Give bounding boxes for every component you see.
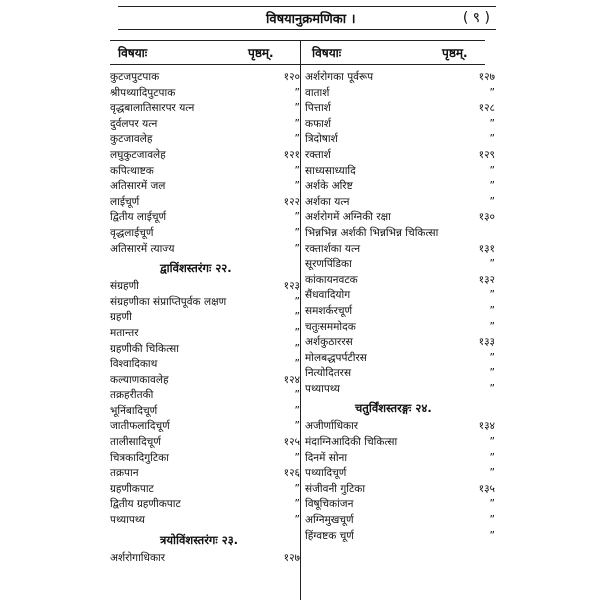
index-entry bbox=[110, 310, 300, 326]
index-entry bbox=[305, 529, 495, 545]
entry-label: भूनिंबादिचूर्ण bbox=[110, 404, 158, 417]
entry-page: १२१ bbox=[283, 148, 300, 161]
entry-label: कुटजपुटपाक bbox=[110, 71, 160, 83]
entry-page: १२३ bbox=[283, 280, 300, 293]
entry-page: ” bbox=[489, 367, 495, 380]
index-entry bbox=[110, 513, 300, 529]
top-rule bbox=[110, 40, 485, 41]
entry-label: लघुकुटजावलेह bbox=[110, 148, 166, 161]
entry-page: ” bbox=[489, 320, 495, 333]
entry-page: १२५ bbox=[283, 436, 300, 449]
entry-label: कफार्श bbox=[305, 117, 332, 130]
entry-label: द्वाविंशस्तरंगः २२. bbox=[160, 261, 232, 276]
entry-label: संजीवनी गुटिका bbox=[305, 482, 366, 495]
entry-label: अग्निमुखचूर्ण bbox=[305, 514, 354, 527]
entry-label: त्रयोविंशस्तरंगः २३. bbox=[160, 532, 239, 547]
index-entry bbox=[305, 257, 495, 273]
index-entry bbox=[305, 164, 495, 180]
entry-page: ” bbox=[489, 467, 495, 480]
entry-page: ” bbox=[294, 180, 300, 193]
entry-label: भिन्नभिन्न अर्शकी भिन्नभिन्न चिकित्सा bbox=[305, 226, 439, 239]
entry-page: १२७ bbox=[283, 551, 300, 564]
entry-label: चतुर्विंशस्तरङ्गः २४. bbox=[355, 401, 432, 416]
entry-label: रक्तार्शका यत्न bbox=[305, 242, 361, 255]
entry-page: ” bbox=[294, 451, 300, 464]
entry-page: १३३ bbox=[478, 336, 495, 349]
entry-label: वृद्धबालातिसारपर यत्न bbox=[110, 102, 195, 115]
entry-page: ” bbox=[294, 404, 300, 417]
index-entry bbox=[305, 497, 495, 513]
entry-label: पथ्यापथ्य bbox=[305, 382, 340, 395]
index-entry bbox=[305, 195, 495, 211]
index-entry bbox=[305, 351, 495, 367]
entry-label: अर्शरोगाधिकार bbox=[110, 551, 166, 564]
entry-page: ” bbox=[294, 389, 300, 402]
entry-label: अर्शकुठाररस bbox=[305, 336, 353, 349]
index-entry bbox=[305, 419, 495, 435]
entry-page: १२० bbox=[283, 71, 300, 83]
entry-page: ” bbox=[294, 295, 300, 308]
index-entry bbox=[110, 482, 300, 498]
index-entry bbox=[305, 288, 495, 304]
entry-label: विषूचिकांजन bbox=[305, 498, 354, 511]
index-entry bbox=[305, 466, 495, 482]
index-entry bbox=[110, 179, 300, 195]
entry-page: ” bbox=[489, 180, 495, 193]
index-entry bbox=[110, 242, 300, 258]
index-entry bbox=[110, 466, 300, 482]
entry-page: ” bbox=[489, 117, 495, 130]
entry-page: ” bbox=[294, 117, 300, 130]
entry-label: द्वितीय लाईचूर्ण bbox=[110, 211, 167, 224]
entry-label: पित्तार्श bbox=[305, 102, 331, 115]
entry-label: संग्रहणी bbox=[110, 280, 139, 293]
left-page-header: पृष्ठम्. bbox=[248, 46, 274, 60]
entry-page: १२७ bbox=[478, 71, 495, 83]
entry-label: लाईचूर्ण bbox=[110, 195, 140, 208]
entry-label: नित्योदितरस bbox=[305, 367, 352, 380]
entry-label: संग्रहणीका संप्राप्तिपूर्वक लक्षण bbox=[110, 295, 227, 308]
page-header bbox=[118, 6, 496, 30]
index-entry bbox=[305, 366, 495, 382]
entry-label: विश्वादिकाथ bbox=[110, 358, 158, 371]
index-entry bbox=[110, 295, 300, 311]
entry-page: १२८ bbox=[478, 102, 495, 115]
entry-page: ” bbox=[294, 342, 300, 355]
index-entry bbox=[305, 435, 495, 451]
column-divider bbox=[300, 40, 301, 600]
entry-label: अतिसारमें त्याज्य bbox=[110, 242, 175, 255]
entry-label: पथ्यापथ्य bbox=[110, 514, 145, 527]
index-entry bbox=[305, 382, 495, 398]
index-entry bbox=[110, 419, 300, 435]
index-entry bbox=[110, 342, 300, 358]
entry-label: त्रिदोषार्श bbox=[305, 133, 338, 146]
section-heading bbox=[305, 397, 495, 419]
entry-page: ” bbox=[294, 86, 300, 99]
entry-page: १२६ bbox=[283, 467, 300, 480]
entry-label: अतिसारमें जल bbox=[110, 180, 166, 193]
index-entry bbox=[110, 132, 300, 148]
entry-page: ” bbox=[489, 304, 495, 317]
entry-label: सैंधवादियोग bbox=[305, 289, 351, 302]
entry-label: सूरणपिंडिका bbox=[305, 258, 352, 271]
entry-page: १२४ bbox=[283, 373, 300, 386]
index-entry bbox=[110, 70, 300, 86]
entry-page: ” bbox=[294, 226, 300, 239]
index-entry bbox=[110, 164, 300, 180]
entry-page: ” bbox=[294, 326, 300, 339]
index-entry bbox=[110, 357, 300, 373]
entry-page: ” bbox=[489, 133, 495, 146]
entry-page: ” bbox=[294, 211, 300, 224]
entry-label: ग्रहणी bbox=[110, 311, 132, 324]
section-heading bbox=[110, 257, 300, 279]
entry-page: ” bbox=[489, 514, 495, 527]
entry-page: ” bbox=[489, 258, 495, 271]
index-entry bbox=[110, 451, 300, 467]
right-column bbox=[305, 70, 495, 544]
index-entry bbox=[110, 435, 300, 451]
index-entry bbox=[110, 404, 300, 420]
entry-label: समशर्करचूर्ण bbox=[305, 304, 353, 317]
entry-page: १३५ bbox=[478, 482, 495, 495]
index-entry bbox=[110, 148, 300, 164]
entry-page: ” bbox=[489, 86, 495, 99]
section-heading bbox=[110, 529, 300, 551]
entry-page: १२९ bbox=[478, 148, 495, 161]
entry-page: ” bbox=[489, 451, 495, 464]
index-entry bbox=[110, 497, 300, 513]
index-entry bbox=[305, 70, 495, 86]
entry-page: ” bbox=[294, 420, 300, 433]
left-column bbox=[110, 70, 300, 566]
entry-label: तक्रपान bbox=[110, 467, 139, 480]
index-entry bbox=[110, 226, 300, 242]
entry-page: ” bbox=[489, 289, 495, 302]
entry-page: ” bbox=[294, 102, 300, 115]
entry-page: १२२ bbox=[283, 195, 300, 208]
index-entry bbox=[110, 210, 300, 226]
entry-label: वृद्धलाईचूर्ण bbox=[110, 226, 154, 239]
entry-label: दुर्वलपर यत्न bbox=[110, 117, 158, 130]
entry-page: १३४ bbox=[478, 420, 495, 433]
index-entry bbox=[110, 117, 300, 133]
index-entry bbox=[305, 304, 495, 320]
index-entry bbox=[110, 373, 300, 389]
entry-page: १३१ bbox=[478, 242, 495, 255]
index-entry bbox=[110, 326, 300, 342]
entry-page: ” bbox=[489, 436, 495, 449]
index-entry bbox=[305, 117, 495, 133]
index-entry bbox=[305, 451, 495, 467]
right-subject-header: विषयाः bbox=[312, 46, 342, 60]
entry-page: ” bbox=[489, 529, 495, 542]
index-entry bbox=[305, 86, 495, 102]
index-entry bbox=[305, 242, 495, 258]
index-entry bbox=[110, 388, 300, 404]
entry-page: ” bbox=[489, 498, 495, 511]
entry-label: ग्रहणीकी चिकित्सा bbox=[110, 342, 179, 355]
index-entry bbox=[305, 513, 495, 529]
entry-page: ” bbox=[294, 164, 300, 177]
entry-page: ” bbox=[489, 382, 495, 395]
entry-label: रक्तार्श bbox=[305, 148, 331, 161]
index-entry bbox=[305, 273, 495, 289]
entry-page: ” bbox=[489, 164, 495, 177]
entry-label: दिनमें सोना bbox=[305, 451, 348, 464]
index-entry bbox=[305, 210, 495, 226]
index-entry bbox=[110, 195, 300, 211]
entry-label: अर्शरोगका पूर्वरूप bbox=[305, 71, 374, 83]
entry-label: अर्शके अरिष्ट bbox=[305, 180, 353, 193]
index-entry bbox=[305, 132, 495, 148]
entry-label: श्रीपथ्यादिपुटपाक bbox=[110, 86, 176, 99]
entry-page: ” bbox=[294, 242, 300, 255]
header-page-number: ( ९ ) bbox=[462, 10, 490, 26]
entry-page: ” bbox=[294, 133, 300, 146]
entry-page: ” bbox=[294, 514, 300, 527]
entry-label: द्वितीय ग्रहणीकपाट bbox=[110, 498, 181, 511]
entry-label: मोलबद्धपर्पटीरस bbox=[305, 351, 367, 364]
index-entry bbox=[110, 101, 300, 117]
entry-page: ” bbox=[294, 311, 300, 324]
entry-page: ” bbox=[489, 351, 495, 364]
entry-label: चतुःसममोदक bbox=[305, 320, 356, 333]
index-entry bbox=[305, 101, 495, 117]
entry-label: वातार्श bbox=[305, 86, 330, 99]
index-entry bbox=[305, 482, 495, 498]
entry-label: पथ्यादिचूर्ण bbox=[305, 467, 347, 480]
entry-page: १३२ bbox=[478, 273, 495, 286]
entry-label: जातीफलादिचूर्ण bbox=[110, 420, 170, 433]
entry-label: ग्रहणीकपाट bbox=[110, 482, 154, 495]
index-entry bbox=[110, 551, 300, 567]
entry-page: १३० bbox=[478, 211, 495, 224]
entry-label: कुटजावलेह bbox=[110, 133, 153, 146]
header-title: विषयानुक्रमणिका । bbox=[266, 12, 356, 27]
entry-label: तालीसादिचूर्ण bbox=[110, 436, 161, 449]
entry-label: अर्शरोगमें अग्निकी रक्षा bbox=[305, 211, 391, 224]
index-entry bbox=[110, 279, 300, 295]
entry-page: ” bbox=[294, 498, 300, 511]
index-entry bbox=[305, 320, 495, 336]
index-entry bbox=[305, 226, 495, 242]
entry-page: ” bbox=[489, 195, 495, 208]
right-page-header: पृष्ठम्. bbox=[442, 46, 468, 60]
index-entry bbox=[305, 335, 495, 351]
entry-label: कल्याणकावलेह bbox=[110, 373, 169, 386]
entry-label: कांकायनवटक bbox=[305, 273, 358, 286]
entry-label: अर्शका यत्न bbox=[305, 195, 350, 208]
entry-label: चित्रकादिगुटिका bbox=[110, 451, 169, 464]
entry-label: तक्रहरीतकी bbox=[110, 389, 154, 402]
entry-page: ” bbox=[294, 482, 300, 495]
entry-label: मतान्तर bbox=[110, 326, 139, 339]
index-entry bbox=[110, 86, 300, 102]
index-entry bbox=[305, 179, 495, 195]
left-subject-header: विषयाः bbox=[118, 46, 148, 60]
entry-label: अजीर्णाधिकार bbox=[305, 420, 359, 433]
entry-label: मंदाग्निआदिकी चिकित्सा bbox=[305, 436, 398, 449]
entry-page: ” bbox=[294, 358, 300, 371]
entry-label: कपित्थाष्टक bbox=[110, 164, 154, 177]
index-entry bbox=[305, 148, 495, 164]
header-rule bbox=[110, 64, 485, 65]
entry-label: साध्यसाध्यादि bbox=[305, 164, 356, 177]
entry-label: हिंग्वष्टक चूर्ण bbox=[305, 529, 354, 542]
